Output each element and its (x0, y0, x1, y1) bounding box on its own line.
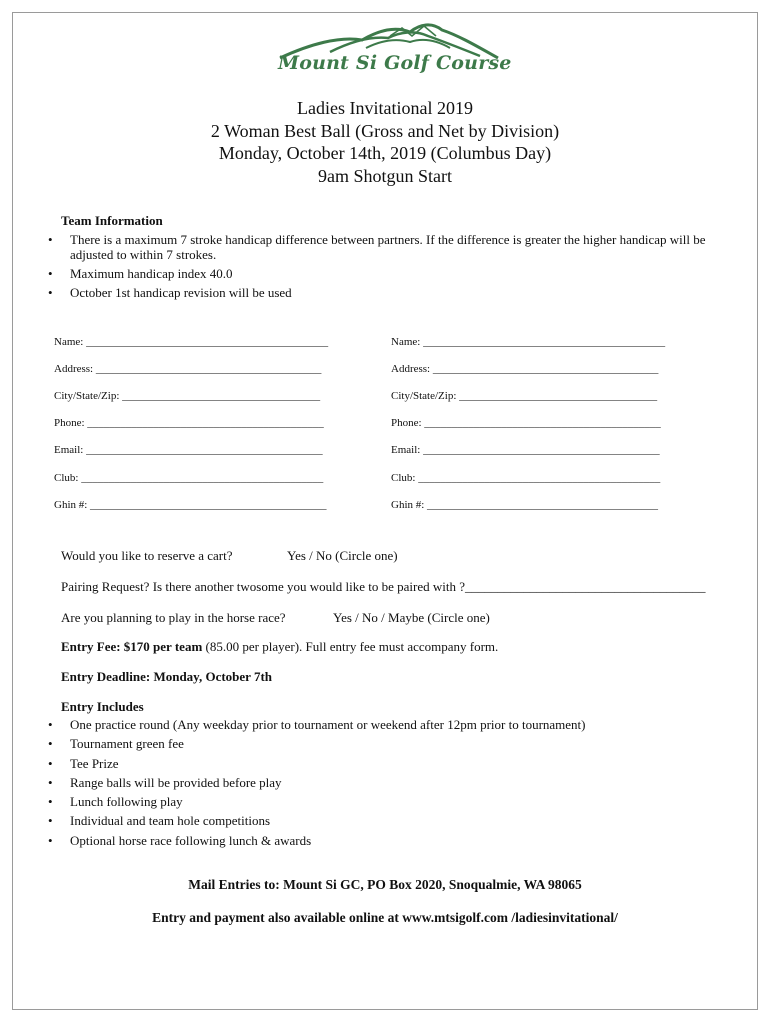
logo-text: Mount Si Golf Course (278, 52, 512, 74)
entry-fee-details: (85.00 per player). Full entry fee must accompany form. (202, 639, 499, 654)
event-title-block (0, 97, 770, 187)
list-item: • Tournament green fee (48, 736, 728, 751)
horse-race-answer[interactable]: Yes / No / Maybe (Circle one) (333, 610, 490, 625)
pairing-request[interactable]: Pairing Request? Is there another twosome you would like to be paired with ?_____________________________________ (61, 579, 706, 594)
list-item: • Individual and team hole competitions (48, 813, 728, 828)
list-item: • Lunch following play (48, 794, 728, 809)
entry-deadline: Entry Deadline: Monday, October 7th (61, 669, 273, 684)
player2-ghin-field[interactable]: Ghin #: __________________________________________ (391, 499, 659, 511)
player2-address-field[interactable]: Address: _________________________________________ (391, 363, 659, 375)
player1-email-field[interactable]: Email: ___________________________________________ (54, 444, 323, 456)
title-line: Monday, October 14th, 2019 (Columbus Day) (218, 143, 552, 163)
player2-email-field[interactable]: Email: ___________________________________________ (391, 444, 660, 456)
player1-ghin-field[interactable]: Ghin #: ___________________________________________ (54, 499, 327, 511)
team-info-list (48, 232, 716, 300)
mount-si-logo (270, 22, 512, 80)
player1-phone-field[interactable]: Phone: ___________________________________________ (54, 417, 324, 429)
player1-city-field[interactable]: City/State/Zip: ____________________________________ (54, 390, 321, 402)
entry-fee-label: Entry Fee: $170 per team (61, 639, 203, 654)
list-item: • One practice round (Any weekday prior to tournament or weekend after 12pm prior to tournament) (48, 717, 728, 732)
player1-club-field[interactable]: Club: ____________________________________________ (54, 472, 324, 484)
player2-phone-field[interactable]: Phone: ___________________________________________ (391, 417, 661, 429)
online-entry: Entry and payment also available online at www.mtsigolf.com /ladiesinvitational/ (152, 910, 618, 925)
cart-answer[interactable]: Yes / No (Circle one) (287, 548, 398, 563)
list-item: • There is a maximum 7 stroke handicap difference between partners. If the difference is greater the higher handicap will be adjusted to within 7 strokes. (48, 232, 716, 262)
mail-entries: Mail Entries to: Mount Si GC, PO Box 2020, Snoqualmie, WA 98065 (188, 877, 582, 892)
entry-includes-list (48, 717, 728, 848)
title-line: 2 Woman Best Ball (Gross and Net by Division) (210, 120, 560, 141)
list-item: • Optional horse race following lunch & awards (48, 833, 728, 848)
entry-fee (61, 639, 498, 655)
title-line: 9am Shotgun Start (318, 165, 452, 186)
player1-address-field[interactable]: Address: _________________________________________ (54, 363, 322, 375)
list-item: • Maximum handicap index 40.0 (48, 266, 716, 281)
title-line: Ladies Invitational 2019 (297, 98, 473, 118)
list-item: • October 1st handicap revision will be used (48, 285, 716, 300)
horse-race-question: Are you planning to play in the horse race? (61, 610, 286, 625)
entry-includes-heading: Entry Includes (61, 699, 144, 714)
player2-name-field[interactable]: Name: ____________________________________________ (391, 336, 666, 348)
list-item: • Range balls will be provided before play (48, 775, 728, 790)
team-info-heading: Team Information (61, 213, 163, 228)
list-item: • Tee Prize (48, 756, 728, 771)
player1-name-field[interactable]: Name: ____________________________________________ (54, 336, 329, 348)
player2-club-field[interactable]: Club: ____________________________________________ (391, 472, 661, 484)
cart-question: Would you like to reserve a cart? (61, 548, 233, 563)
player2-city-field[interactable]: City/State/Zip: ____________________________________ (391, 390, 658, 402)
